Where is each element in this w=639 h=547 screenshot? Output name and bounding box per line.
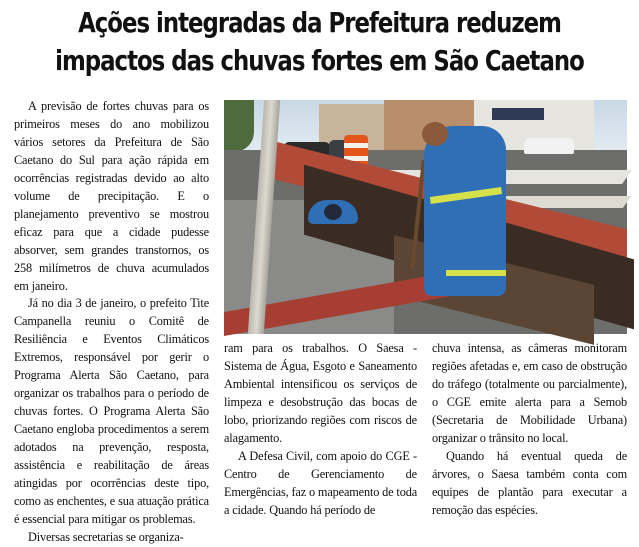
article-photo (224, 100, 627, 334)
paragraph: chuva intensa, as câmeras monitoram regiões afetadas e, em caso de obstrução do tráfego (totalmente ou parcialmente), o CGE emite alerta para a Semob (Secretaria de Mobilidade Urbana) organizar o trânsito no local. (432, 341, 627, 445)
paragraph: A previsão de fortes chuvas para os primeiros meses do ano mobilizou vários setores da Prefeitura de São Caetano do Sul para ação rápida em ocorrências registradas devido ao alto volume de precipitação. E o planejamento preventivo se mostrou eficaz para que a cidade pudesse absorver, sem grandes transtornos, os 258 milímetros de chuva acumulados em janeiro. (14, 99, 209, 293)
paragraph: Já no dia 3 de janeiro, o prefeito Tite Campanella reuniu o Comitê de Resiliência e Eventos Climáticos Extremos, responsável por gerir o Programa Alerta São Caetano, para organizar os trabalhos para o período de chuvas fortes. O Programa Alerta São Caetano engloba procedimentos a serem adotados na prevenção, resposta, assistência e reabilitação de áreas atingidas por ocorrências deste tipo, como as enchentes, e sua atuação prática é essencial para mitigar os problemas. (14, 296, 209, 526)
paragraph: Diversas secretarias se organiza- (28, 529, 184, 544)
paragraph: A Defesa Civil, com apoio do CGE - Centro de Gerenciamento de Emergências, faz o mapeamento de toda a cidade. Quando há período de (224, 448, 417, 517)
headline-line-1: Ações integradas da Prefeitura reduzem (78, 7, 561, 39)
article-column-2 (224, 340, 417, 524)
shop-sign (492, 108, 544, 120)
headline (54, 4, 584, 80)
article-column-3 (432, 340, 627, 524)
article-column-1 (14, 98, 209, 544)
paragraph: ram para os trabalhos. O Saesa - Sistema de Água, Esgoto e Saneamento Ambiental intensificou os serviços de limpeza e desobstrução das bocas de lobo, priorizando regiões com riscos de alagamento. (224, 341, 417, 445)
paragraph: Quando há eventual queda de árvores, o Saesa também conta com equipes de plantão para executar a remoção das espécies. (432, 448, 627, 517)
headline-line-2: impactos das chuvas fortes em São Caetano (55, 45, 584, 77)
